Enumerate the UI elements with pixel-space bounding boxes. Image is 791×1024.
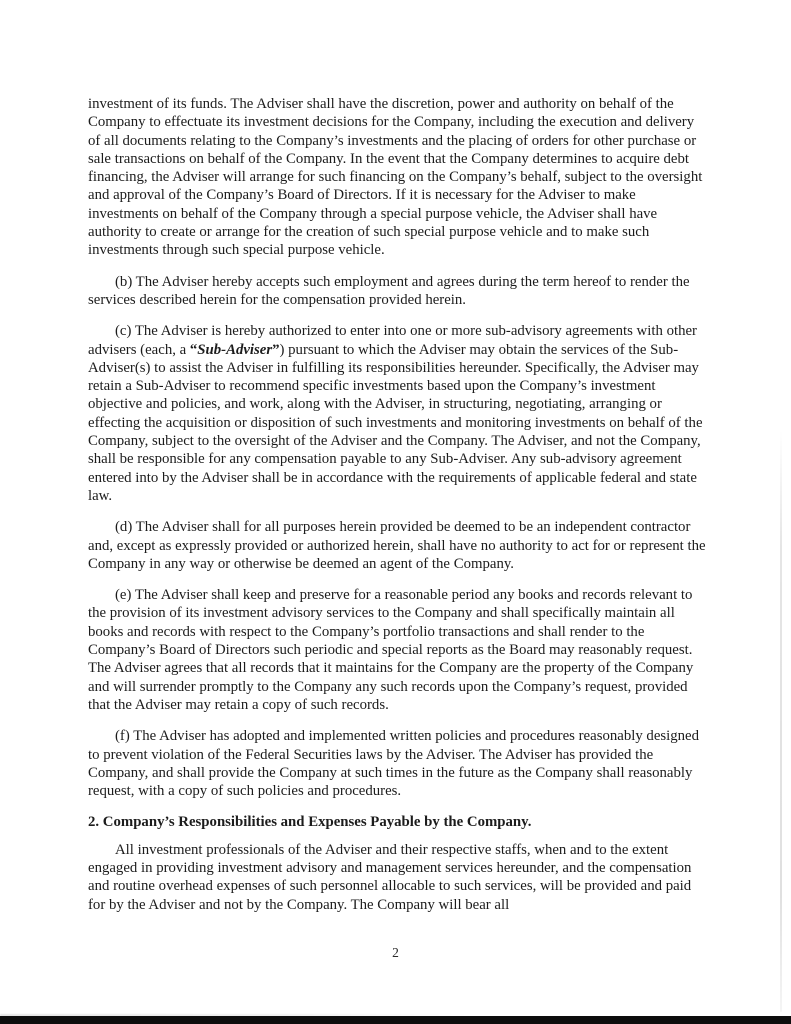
paragraph — [88, 841, 708, 914]
text-run: ) pursuant to which the Adviser may obtain the services of the Sub-Adviser(s) to assist the Adviser in fulfilling its responsibilities hereunder. Specifically, the Adviser may retain a Sub-Adviser to recommend specific investments based upon the Company’s investment objective and policies, and work, along with the Adviser, in structuring, negotiating, arranging or effecting the acquisition or disposition of such investments and monitoring investments on behalf of the Company, subject to the oversight of the Adviser and the Company. The Adviser, and not the Company, shall be responsible for any compensation payable to any Sub-Adviser. Any sub-advisory agreement entered into by the Adviser shall be in accordance with the requirements of applicable federal and state law. — [88, 341, 703, 504]
paragraph — [88, 518, 708, 573]
paragraph — [88, 727, 708, 800]
paragraph — [88, 322, 708, 505]
paragraph — [88, 95, 708, 260]
document-body — [88, 95, 708, 927]
text-run: ” — [272, 341, 280, 358]
section-heading — [88, 813, 708, 831]
text-run: 2. Company’s Responsibilities and Expenses Payable by the Company. — [88, 814, 532, 831]
text-run: Sub-Adviser — [197, 341, 273, 358]
scan-edge-artifact-right — [780, 430, 782, 1012]
text-run: (c) The Adviser is hereby authorized to enter into one or more sub-advisory agreements with other advisers (each, a — [88, 323, 697, 358]
text-run: (f) The Adviser has adopted and implemented written policies and procedures reasonably designed to prevent violation of the Federal Securities laws by the Adviser. The Adviser has provided the Company, and shall provide the Company at such times in the future as the Company shall reasonably request, with a copy of such policies and procedures. — [88, 728, 700, 800]
page-number: 2 — [392, 945, 399, 960]
text-run: (e) The Adviser shall keep and preserve for a reasonable period any books and records relevant to the provision of its investment advisory services to the Company and shall specifically maintain all books and records with respect to the Company’s portfolio transactions and shall render to the Company’s Board of Directors such periodic and special reports as the Board may reasonably request. The Adviser agrees that all records that it maintains for the Company are the property of the Company and will surrender promptly to the Company any such records upon the Company’s request, provided that the Adviser may retain a copy of such records. — [88, 587, 694, 713]
text-run: (b) The Adviser hereby accepts such employment and agrees during the term hereof to render the services described herein for the compensation provided herein. — [88, 273, 690, 308]
paragraph — [88, 273, 708, 310]
text-run: “ — [189, 341, 198, 358]
scan-bottom-edge-bar — [0, 1016, 791, 1024]
text-run: (d) The Adviser shall for all purposes herein provided be deemed to be an independent contractor and, except as expressly provided or authorized herein, shall have no authority to act for or represent the Company in any way or otherwise be deemed an agent of the Company. — [88, 519, 706, 572]
text-run: investment of its funds. The Adviser shall have the discretion, power and authority on behalf of the Company to effectuate its investment decisions for the Company, including the execution and delivery of all documents relating to the Company’s investments and the placing of orders for other purchase or sale transactions on behalf of the Company. In the event that the Company determines to acquire debt financing, the Adviser will arrange for such financing on the Company’s behalf, subject to the oversight and approval of the Company’s Board of Directors. If it is necessary for the Adviser to make investments on behalf of the Company through a special purpose vehicle, the Adviser shall have authority to create or arrange for the creation of such special purpose vehicle and to make such investments through such special purpose vehicle. — [88, 96, 703, 259]
text-run: All investment professionals of the Adviser and their respective staffs, when and to the extent engaged in providing investment advisory and management services hereunder, and the compensation and routine overhead expenses of such personnel allocable to such services, will be provided and paid for by the Adviser and not by the Company. The Company will bear all — [88, 841, 692, 913]
paragraph — [88, 586, 708, 714]
